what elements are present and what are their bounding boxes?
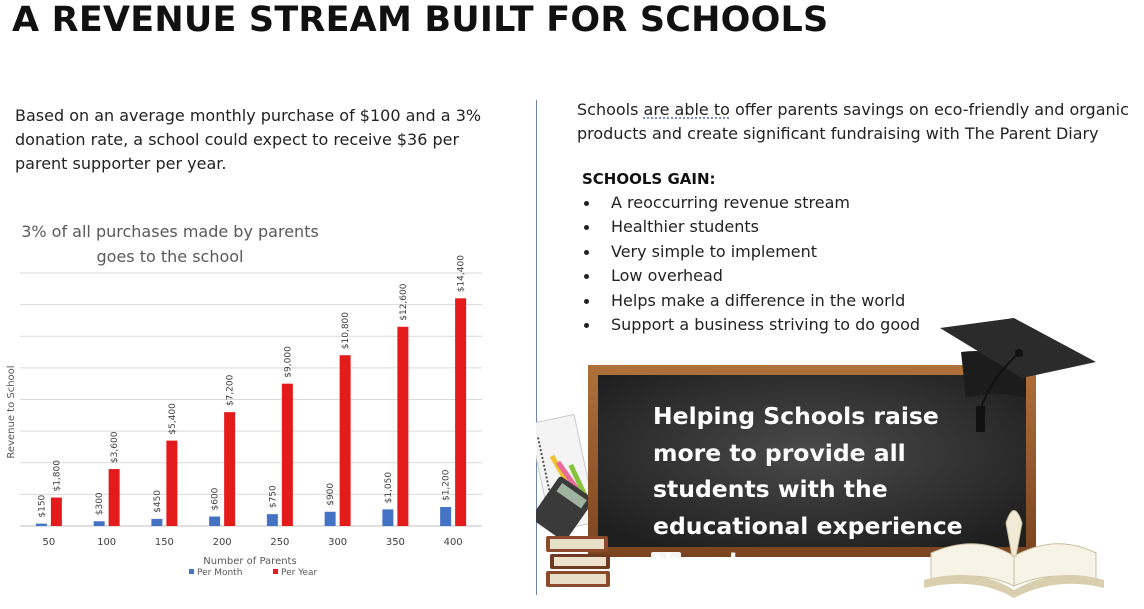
bar-per-month-350: [382, 509, 393, 526]
bar-per-year-150: [166, 441, 177, 526]
data-label-per-year-150: $5,400: [167, 403, 178, 435]
revenue-chart: [0, 210, 520, 580]
bar-per-month-150: [151, 519, 162, 526]
data-label-per-year-200: $7,200: [225, 374, 236, 407]
bar-per-year-100: [109, 469, 120, 526]
data-label-per-year-250: $9,000: [283, 346, 294, 378]
gains-item: Very simple to implement: [582, 240, 920, 264]
data-label-per-month-150: $450: [152, 489, 163, 513]
data-label-per-month-50: $150: [37, 494, 48, 518]
right-intro-underlined: are able to: [643, 100, 730, 119]
chart-title-line-2: goes to the school: [96, 247, 244, 266]
chart-gridlines: [20, 273, 482, 526]
bar-per-month-400: [440, 507, 451, 526]
chart-bars: [36, 255, 467, 526]
data-label-per-year-100: $3,600: [110, 431, 121, 464]
data-label-per-year-50: $1,800: [52, 460, 63, 492]
x-tick-250: 250: [270, 537, 290, 548]
data-label-per-month-300: $900: [326, 482, 337, 506]
x-tick-labels: [43, 537, 463, 548]
gains-item: Support a business striving to do good: [582, 313, 920, 337]
data-label-per-month-350: $1,050: [383, 471, 394, 504]
x-tick-50: 50: [42, 537, 56, 548]
right-intro-before: Schools: [577, 100, 644, 119]
data-label-per-year-400: $14,400: [456, 255, 467, 293]
bar-per-month-250: [267, 514, 278, 526]
intro-text: Based on an average monthly purchase of $100 and a 3% donation rate, a school could expect to receive $36 per parent supporter per year.: [15, 106, 482, 173]
x-axis-label: Number of Parents: [203, 556, 297, 567]
bar-per-year-400: [455, 298, 466, 526]
chalkboard-text: Helping Schools raise more to provide all students with the educational experience they deserve.: [653, 402, 963, 576]
gains-item: Helps make a difference in the world: [582, 289, 920, 313]
data-label-per-month-100: $300: [95, 492, 106, 516]
gains-list: [582, 191, 920, 337]
data-label-per-month-400: $1,200: [441, 469, 452, 502]
x-tick-400: 400: [443, 537, 463, 548]
legend-swatch-per-month: [189, 569, 194, 574]
bar-per-year-200: [224, 412, 235, 526]
data-label-per-year-350: $12,600: [398, 283, 409, 321]
bar-per-year-250: [282, 384, 293, 526]
bar-per-year-300: [340, 355, 351, 526]
gains-item: A reoccurring revenue stream: [582, 191, 920, 215]
bar-per-year-50: [51, 498, 62, 526]
x-tick-100: 100: [97, 537, 117, 548]
x-tick-150: 150: [154, 537, 174, 548]
gains-item: Healthier students: [582, 215, 920, 239]
right-intro-after: offer parents savings on eco-friendly and organic products and create significant fundraising with The Parent Diary: [577, 100, 1129, 143]
bar-per-month-100: [94, 521, 105, 526]
x-tick-200: 200: [212, 537, 232, 548]
x-tick-300: 300: [328, 537, 348, 548]
data-label-per-month-250: $750: [268, 485, 279, 509]
gains-title: SCHOOLS GAIN:: [582, 170, 716, 188]
data-label-per-month-200: $600: [210, 487, 221, 511]
book-stack-icon: [546, 536, 610, 587]
legend-label-per-year: Per Year: [281, 568, 318, 578]
chart-legend: [189, 568, 318, 578]
bar-per-month-200: [209, 517, 220, 526]
page-title: A REVENUE STREAM BUILT FOR SCHOOLS: [12, 0, 829, 40]
legend-label-per-month: Per Month: [197, 568, 243, 578]
bar-per-year-350: [397, 327, 408, 526]
right-intro-text: [577, 98, 1142, 146]
gains-item: Low overhead: [582, 264, 920, 288]
legend-swatch-per-year: [273, 569, 278, 574]
bar-per-month-300: [325, 512, 336, 526]
x-tick-350: 350: [385, 537, 405, 548]
y-axis-label: Revenue to School: [6, 365, 17, 459]
chart-title-line-1: 3% of all purchases made by parents: [21, 222, 319, 241]
data-label-per-year-300: $10,800: [341, 312, 352, 350]
bar-per-month-50: [36, 524, 47, 526]
